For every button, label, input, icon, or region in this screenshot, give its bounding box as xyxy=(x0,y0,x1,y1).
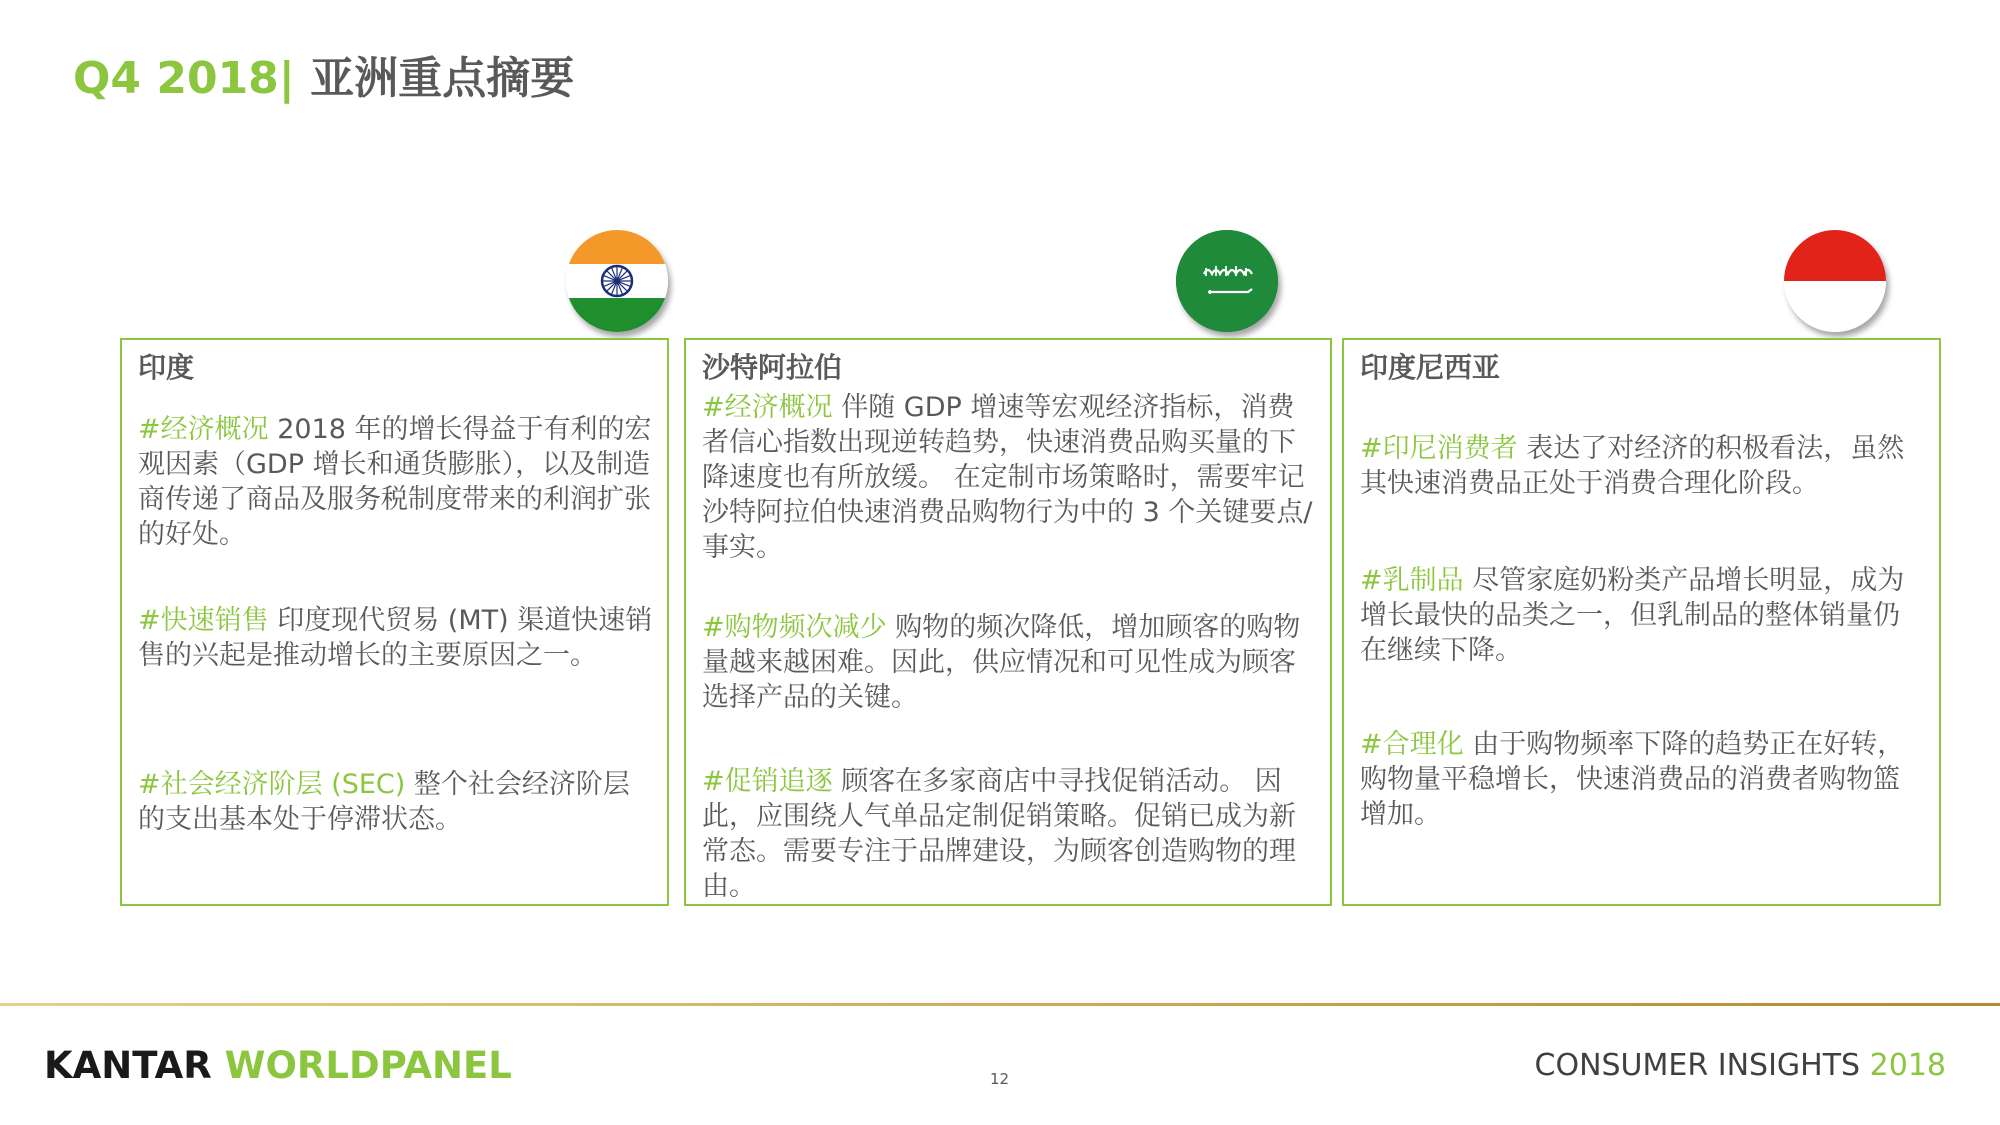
hashtag: #经济概况 xyxy=(702,392,833,423)
card-paragraph xyxy=(702,390,1316,565)
paragraph-text: 由于购物频率下降的趋势正在好转，购物量平稳增长，快速消费品的消费者购物篮增加。 xyxy=(1360,729,1905,830)
title-prefix: Q4 2018| xyxy=(73,53,295,104)
card-country-title: 印度 xyxy=(138,351,195,384)
hashtag: #购物频次减少 xyxy=(702,612,887,643)
paragraph-text: 表达了对经济的积极看法，虽然其快速消费品正处于消费合理化阶段。 xyxy=(1360,433,1905,499)
india-card xyxy=(120,338,669,906)
hashtag: #经济概况 xyxy=(138,414,269,445)
title-text: 亚洲重点摘要 xyxy=(310,53,575,104)
card-paragraph xyxy=(1360,563,1925,668)
card-paragraph xyxy=(1360,727,1925,832)
paragraph-text: 印度现代贸易 (MT) 渠道快速销售的兴起是推动增长的主要原因之一。 xyxy=(138,605,653,671)
page-number: 12 xyxy=(990,1070,1010,1088)
hashtag: #合理化 xyxy=(1360,729,1464,760)
card-paragraph xyxy=(702,764,1316,904)
paragraph-text: 尽管家庭奶粉类产品增长明显，成为增长最快的品类之一，但乳制品的整体销量仍在继续下降。 xyxy=(1360,565,1905,666)
card-paragraph xyxy=(1360,431,1925,501)
card-paragraph xyxy=(138,412,653,552)
paragraph-text: 2018 年的增长得益于有利的宏观因素（GDP 增长和通货膨胀），以及制造商传递了商品及服务税制度带来的利润扩张的好处。 xyxy=(138,414,652,550)
paragraph-text: 购物的频次降低，增加顾客的购物量越来越困难。因此，供应情况和可见性成为顾客选择产品的关键。 xyxy=(702,612,1301,713)
consumer-insights-label: CONSUMER INSIGHTS 2018 xyxy=(1534,1048,1946,1083)
footer-divider xyxy=(0,1003,2000,1006)
card-paragraph xyxy=(138,603,653,673)
india-flag-icon xyxy=(566,230,668,332)
saudi-arabia-flag-icon xyxy=(1176,230,1278,332)
indonesia-flag-icon xyxy=(1784,230,1886,332)
card-paragraph xyxy=(138,767,653,837)
hashtag: #印尼消费者 xyxy=(1360,433,1518,464)
indonesia-card xyxy=(1342,338,1941,906)
hashtag: #社会经济阶层 (SEC) xyxy=(138,769,406,800)
paragraph-text: 顾客在多家商店中寻找促销活动。 因此，应围绕人气单品定制促销策略。促销已成为新常态。需要专注于品牌建设，为顾客创造购物的理由。 xyxy=(702,766,1296,902)
hashtag: #促销追逐 xyxy=(702,766,833,797)
paragraph-text: 整个社会经济阶层的支出基本处于停滞状态。 xyxy=(138,769,630,835)
paragraph-text: 伴随 GDP 增速等宏观经济指标，消费者信心指数出现逆转趋势，快速消费品购买量的下降速度也有所放缓。 在定制市场策略时，需要牢记沙特阿拉伯快速消费品购物行为中的 3 个关键要点/事实。 xyxy=(702,392,1313,563)
card-paragraph xyxy=(702,610,1316,715)
page-title xyxy=(73,42,574,106)
card-country-title: 印度尼西亚 xyxy=(1360,351,1501,384)
hashtag: #乳制品 xyxy=(1360,565,1464,596)
saudi-arabia-card xyxy=(684,338,1332,906)
hashtag: #快速销售 xyxy=(138,605,269,636)
card-country-title: 沙特阿拉伯 xyxy=(702,351,843,384)
kantar-worldpanel-logo: KANTAR WORLDPANEL xyxy=(44,1044,512,1087)
